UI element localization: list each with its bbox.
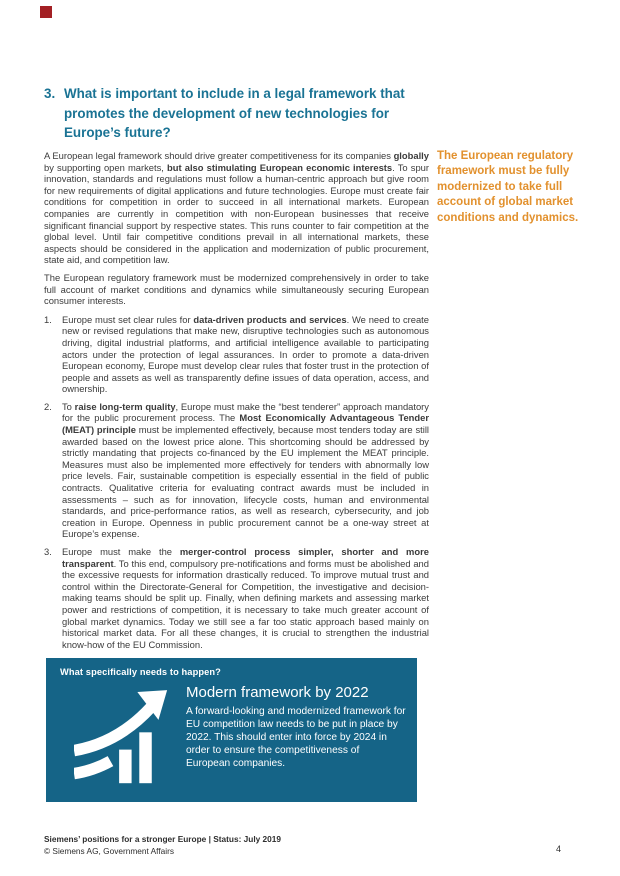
body-column bbox=[44, 150, 429, 802]
cta-body: A forward-looking and modernized framework for EU competition law needs to be put in place by 2022. This should enter into force by 2024 in order to ensure the competitiveness of European companies. bbox=[186, 706, 406, 769]
footer bbox=[44, 834, 281, 857]
list-text: Europe must set clear rules for data-driven products and services. We need to create new or revised regulations that make new, disruptive technologies such as autonomous driving, digital industrial platforms, and artificial intelligence available to participating actors under the protection of legal assurances. In order to promote a data-driven European economy, Europe must develop clear rules that foster trust in the protection of people and assets as well as transparently define issues of data operation, access, and ownership. bbox=[62, 313, 430, 395]
cta-title: Modern framework by 2022 bbox=[186, 684, 369, 702]
list-item bbox=[44, 314, 429, 395]
section-number: 3. bbox=[44, 86, 56, 101]
section-heading bbox=[44, 84, 438, 143]
list-item bbox=[44, 401, 429, 540]
list-item bbox=[44, 546, 429, 650]
footer-copyright: © Siemens AG, Government Affairs bbox=[44, 845, 175, 856]
section-title: What is important to include in a legal framework that promotes the development of new technologies for Europe’s future? bbox=[64, 86, 405, 140]
margin-callout: The European regulatory framework must be fully modernized to take full account of global market conditions and dynamics. bbox=[437, 150, 579, 224]
list-text: To raise long-term quality, Europe must make the “best tenderer” approach mandatory for the public procurement process. The Most Economically Advantageous Tender (MEAT) principle must be implemented effectively, because most tenders today are still awarded based on the lowest price alone. This shortcoming should be addressed by strictly mandating that projects co-financed by the EU implement the MEAT principle. Measures must also be implemented more effectively for tenders with abnormally low price levels. Fair, sustainable competition is especially essential in the field of public contracts. Qualitative criteria for evaluating contract awards must be included in assessments – such as for innovation, lifecycle costs, human and environmental standards, and price-performance ratios, as well as research, cybersecurity, and job creation in Europe. Openness in public procurement cannot be a one-way street at Europe’s expense. bbox=[62, 400, 429, 540]
cta-text-block bbox=[186, 684, 406, 770]
brand-red-square bbox=[40, 6, 52, 18]
page-number: 4 bbox=[556, 844, 562, 854]
growth-chart-icon bbox=[74, 690, 170, 790]
cta-box bbox=[46, 658, 417, 802]
paragraph: The European regulatory framework must be modernized comprehensively in order to take full account of market conditions and dynamics while simultaneously securing European consumer interests. bbox=[44, 271, 429, 307]
list-number: 3. bbox=[44, 546, 52, 557]
cta-box-label: What specifically needs to happen? bbox=[60, 667, 221, 678]
footer-title: Siemens’ positions for a stronger Europe | Status: July 2019 bbox=[44, 834, 282, 844]
list-number: 2. bbox=[44, 400, 52, 412]
list-number: 1. bbox=[44, 313, 52, 325]
paragraph: A European legal framework should drive greater competitiveness for its companies globally by supporting open markets, but also stimulating European economic interests. To spur innovation, standards and regulations must follow a human-centric approach but give room for new requirements of digital applications and future technologies. Europe must create fair conditions for competition in order to succeed in all international markets. European companies are currently in competition with non-European businesses that receive significant financial support by respective states. This runs counter to fair competition at the global level. Until fair competitive conditions prevail in all international markets, these aspects should be considered in the application and modernization of public procurement, state aid, and competition law. bbox=[44, 150, 429, 266]
list-text: Europe must make the merger-control process simpler, shorter and more transparent. To this end, compulsory pre-notifications and forms must be abolished and the excessive requests for information drastically reduced. To improve mutual trust and control within the Directorate-General for Competition, the investigative and decision-making teams should be split up. Finally, when defining markets and assessing market power and restrictions of competition, it is necessary to take much greater account of global market dynamics. Today we still see a far too static approach based mainly on historical market data. For all these changes, it is crucial to strengthen the industrial know-how of the EU Commission. bbox=[62, 546, 429, 650]
